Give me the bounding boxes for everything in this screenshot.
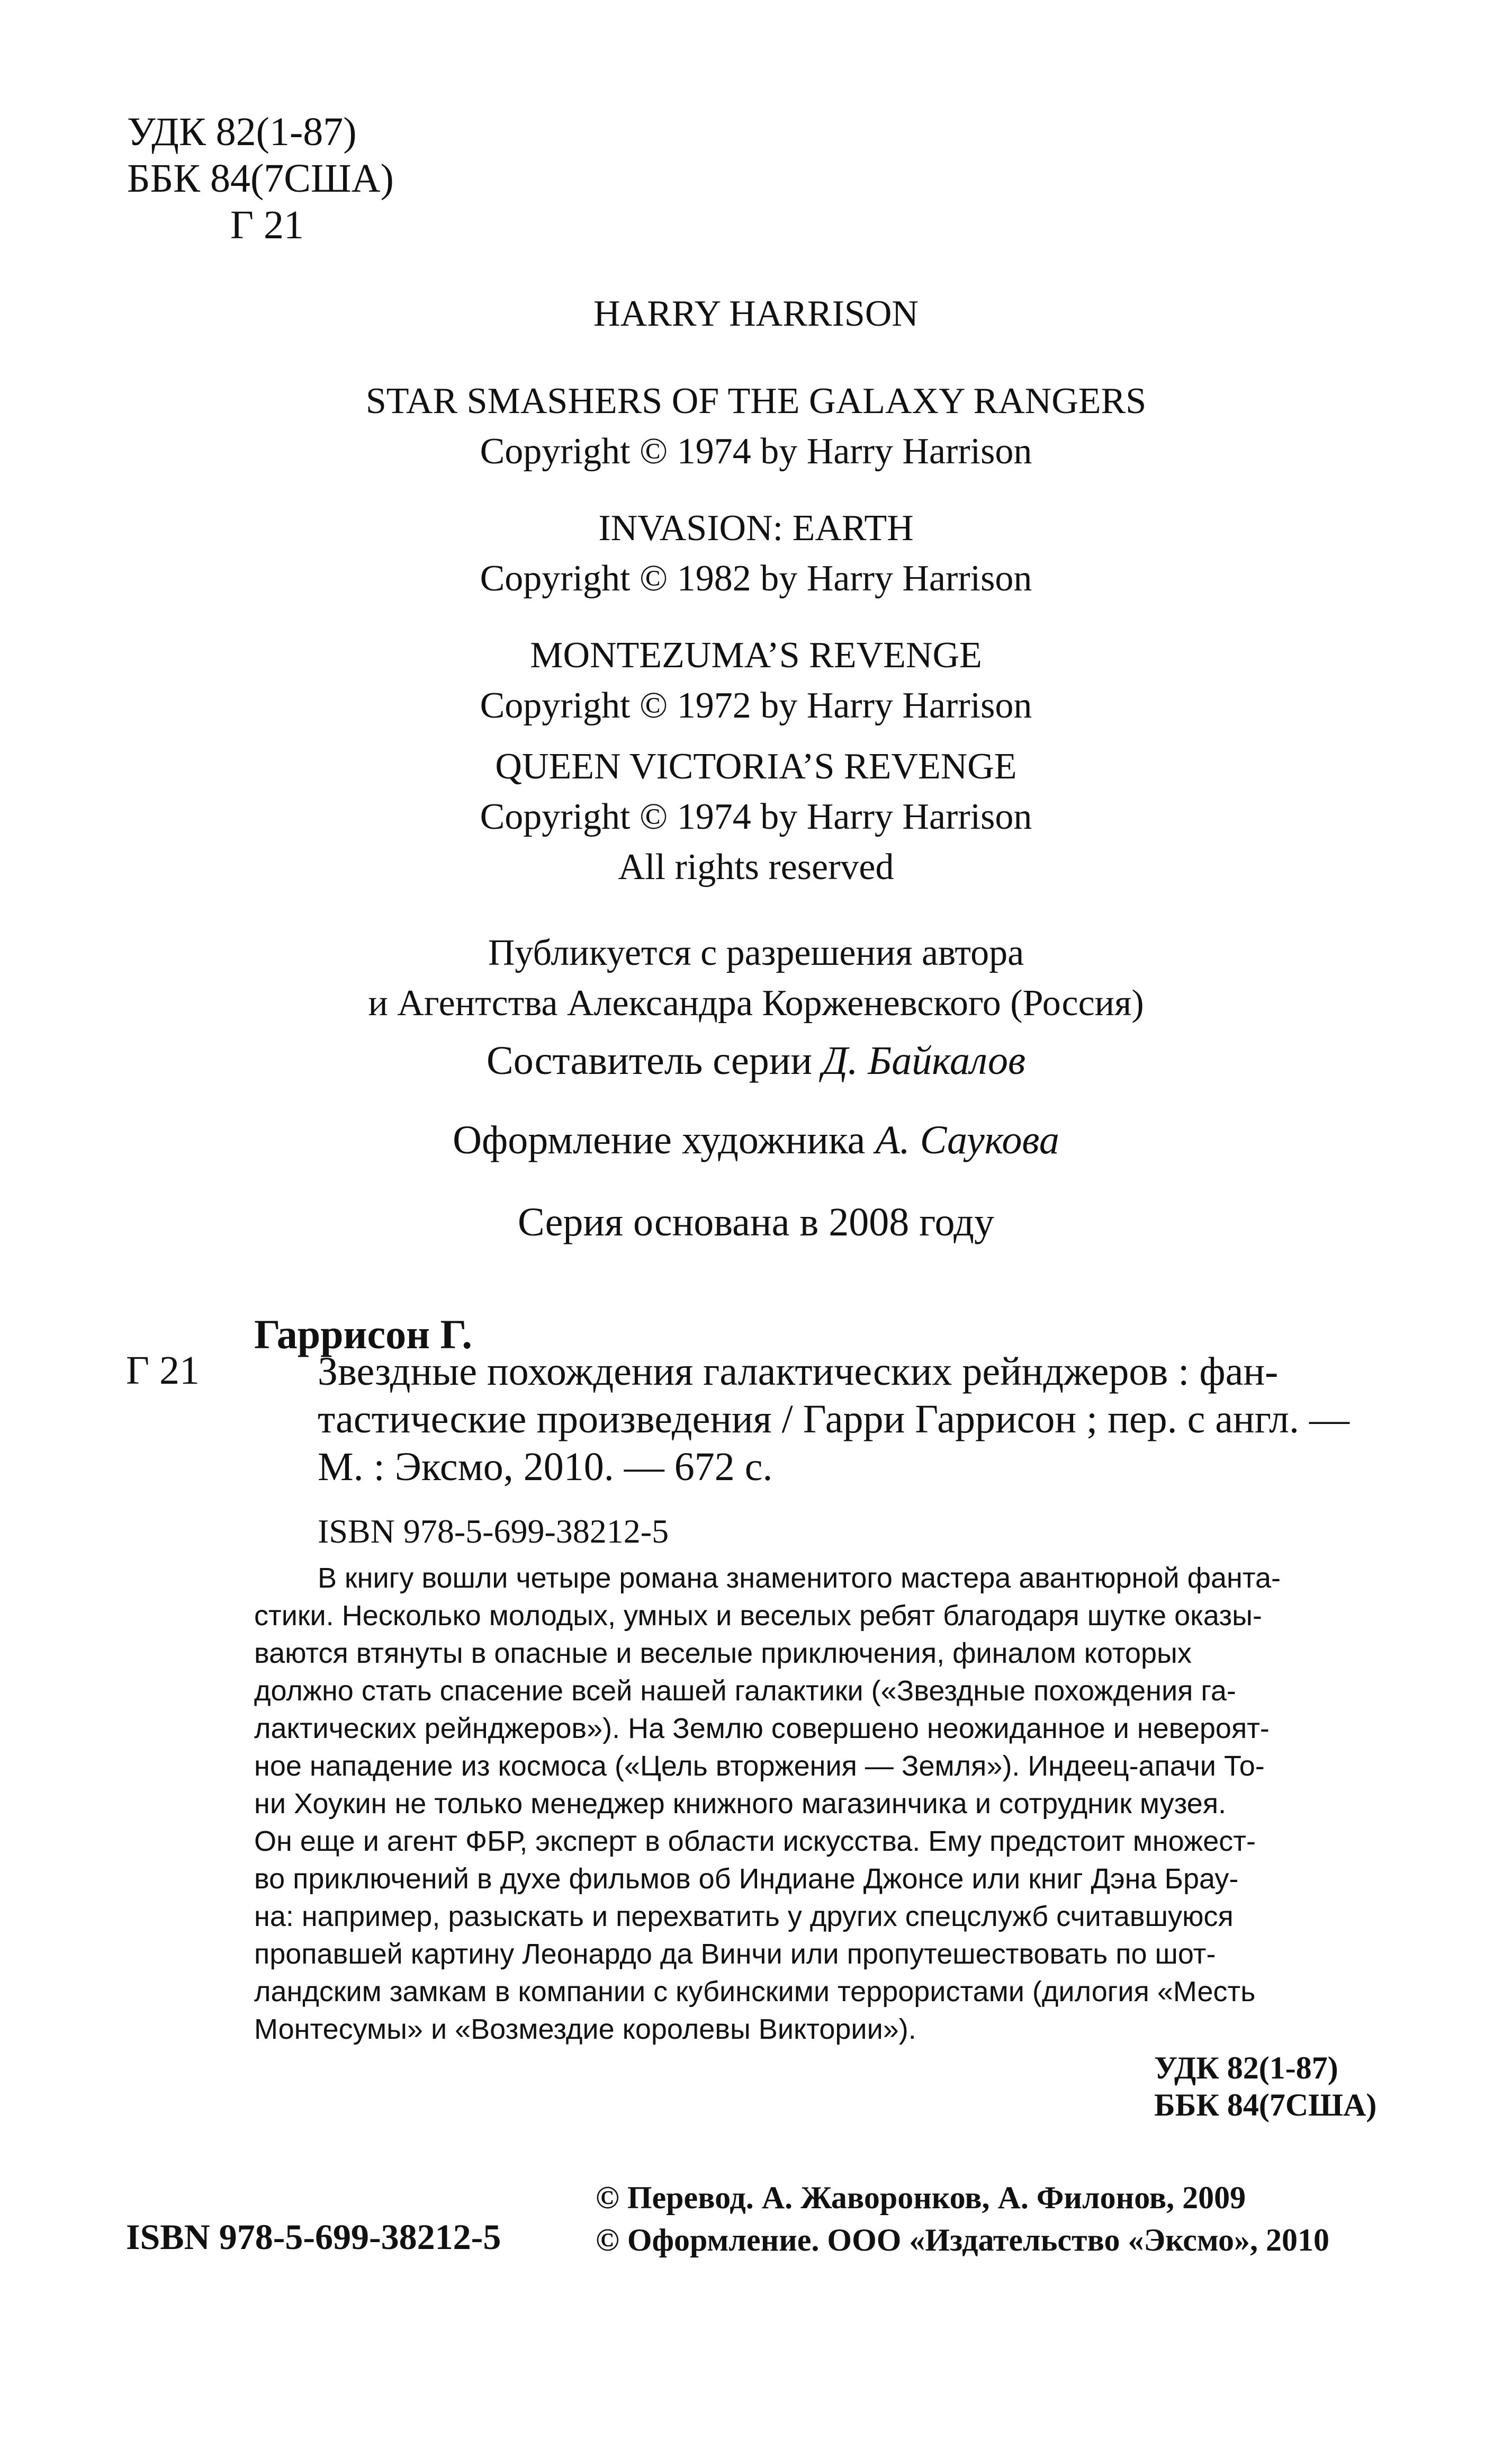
cover-design-credit — [0, 1117, 1512, 1163]
permission-line-1: Публикуется с разрешения автора — [488, 933, 1024, 973]
author-mark: Г 21 — [230, 203, 304, 247]
udk-code: УДК 82(1-87) — [127, 110, 357, 154]
annotation-line: Он еще и агент ФБР, эксперт в области искусства. Ему предстоит множест- — [254, 1825, 1256, 1857]
catalog-isbn: ISBN 978-5-699-38212-5 — [318, 1512, 669, 1550]
annotation-classification — [1154, 2049, 1376, 2124]
annotation-line: ни Хоукин не только менеджер книжного магазинчика и сотрудник музея. — [254, 1788, 1227, 1820]
permission-line-2: и Агентства Александра Корженевского (Россия) — [368, 983, 1144, 1024]
catalog-author: Гаррисон Г. — [254, 1311, 472, 1357]
annotation-line: пропавшей картину Леонардо да Винчи или пропутешествовать по шот- — [254, 1938, 1216, 1970]
compiler-name: Д. Байкалов — [822, 1038, 1025, 1083]
work-2-title: INVASION: EARTH — [598, 508, 914, 549]
catalog-author-mark: Г 21 — [126, 1348, 200, 1393]
work-3-title: MONTEZUMA’S REVENGE — [530, 635, 982, 676]
copyright-translation: © Перевод. А. Жаворонков, А. Филонов, 2009 — [596, 2180, 1246, 2215]
series-compiler — [0, 1038, 1512, 1084]
work-4-copyright: Copyright © 1974 by Harry Harrison — [480, 796, 1032, 837]
bbk-code: ББК 84(7США) — [127, 156, 394, 201]
catalog-description-line: тастические произведения / Гарри Гаррисон ; пер. с англ. — — [318, 1397, 1349, 1441]
annotation — [254, 1560, 1403, 2048]
work-1-copyright: Copyright © 1974 by Harry Harrison — [480, 431, 1032, 472]
catalog-description-line: М. : Эксмо, 2010. — 672 с. — [318, 1445, 773, 1489]
annotation-line: В книгу вошли четыре романа знаменитого мастера авантюрной фанта- — [318, 1562, 1281, 1594]
annotation-line: на: например, разыскать и перехватить у других спецслужб считавшуюся — [254, 1901, 1234, 1932]
annotation-line: ное нападение из космоса («Цель вторжения — Земля»). Индеец-апачи То- — [254, 1750, 1265, 1782]
annotation-line: ваются втянуты в опасные и веселые приключения, финалом которых — [254, 1637, 1192, 1669]
catalog-description-line: Звездные похождения галактических рейнджеров : фан- — [318, 1349, 1279, 1394]
work-1-title: STAR SMASHERS OF THE GALAXY RANGERS — [365, 381, 1147, 422]
annotation-line: Монтесумы» и «Возмездие королевы Виктории»). — [254, 2013, 916, 2045]
work-2-copyright: Copyright © 1982 by Harry Harrison — [480, 558, 1032, 599]
work-3-copyright: Copyright © 1972 by Harry Harrison — [480, 685, 1032, 726]
annotation-line: во приключений в духе фильмов об Индиане Джонсе или книг Дэна Брау- — [254, 1863, 1239, 1895]
annotation-udk: УДК 82(1-87) — [1154, 2050, 1338, 2085]
original-author: HARRY HARRISON — [593, 293, 919, 334]
classification-block — [127, 109, 394, 248]
compiler-label: Составитель серии — [487, 1038, 813, 1083]
annotation-bbk: ББК 84(7США) — [1154, 2087, 1377, 2122]
annotation-line: ландским замкам в компании с кубинскими террористами (дилогия «Месть — [254, 1976, 1256, 2008]
rights-reserved: All rights reserved — [618, 847, 894, 888]
annotation-line: стики. Несколько молодых, умных и веселых ребят благодаря шутке оказы- — [254, 1600, 1262, 1632]
footer-copyrights — [596, 2176, 1329, 2261]
design-name: А. Саукова — [875, 1118, 1059, 1162]
design-label: Оформление художника — [453, 1118, 866, 1162]
series-founded: Серия основана в 2008 году — [518, 1200, 994, 1244]
footer-isbn: ISBN 978-5-699-38212-5 — [126, 2217, 501, 2257]
work-4-title: QUEEN VICTORIA’S REVENGE — [495, 746, 1017, 787]
annotation-line: лактических рейнджеров»). На Землю совершено неожиданное и невероят- — [254, 1713, 1270, 1744]
copyright-design: © Оформление. ООО «Издательство «Эксмо», 2010 — [596, 2223, 1329, 2257]
annotation-line: должно стать спасение всей нашей галактики («Звездные похождения га- — [254, 1675, 1236, 1707]
catalog-description — [318, 1348, 1403, 1491]
